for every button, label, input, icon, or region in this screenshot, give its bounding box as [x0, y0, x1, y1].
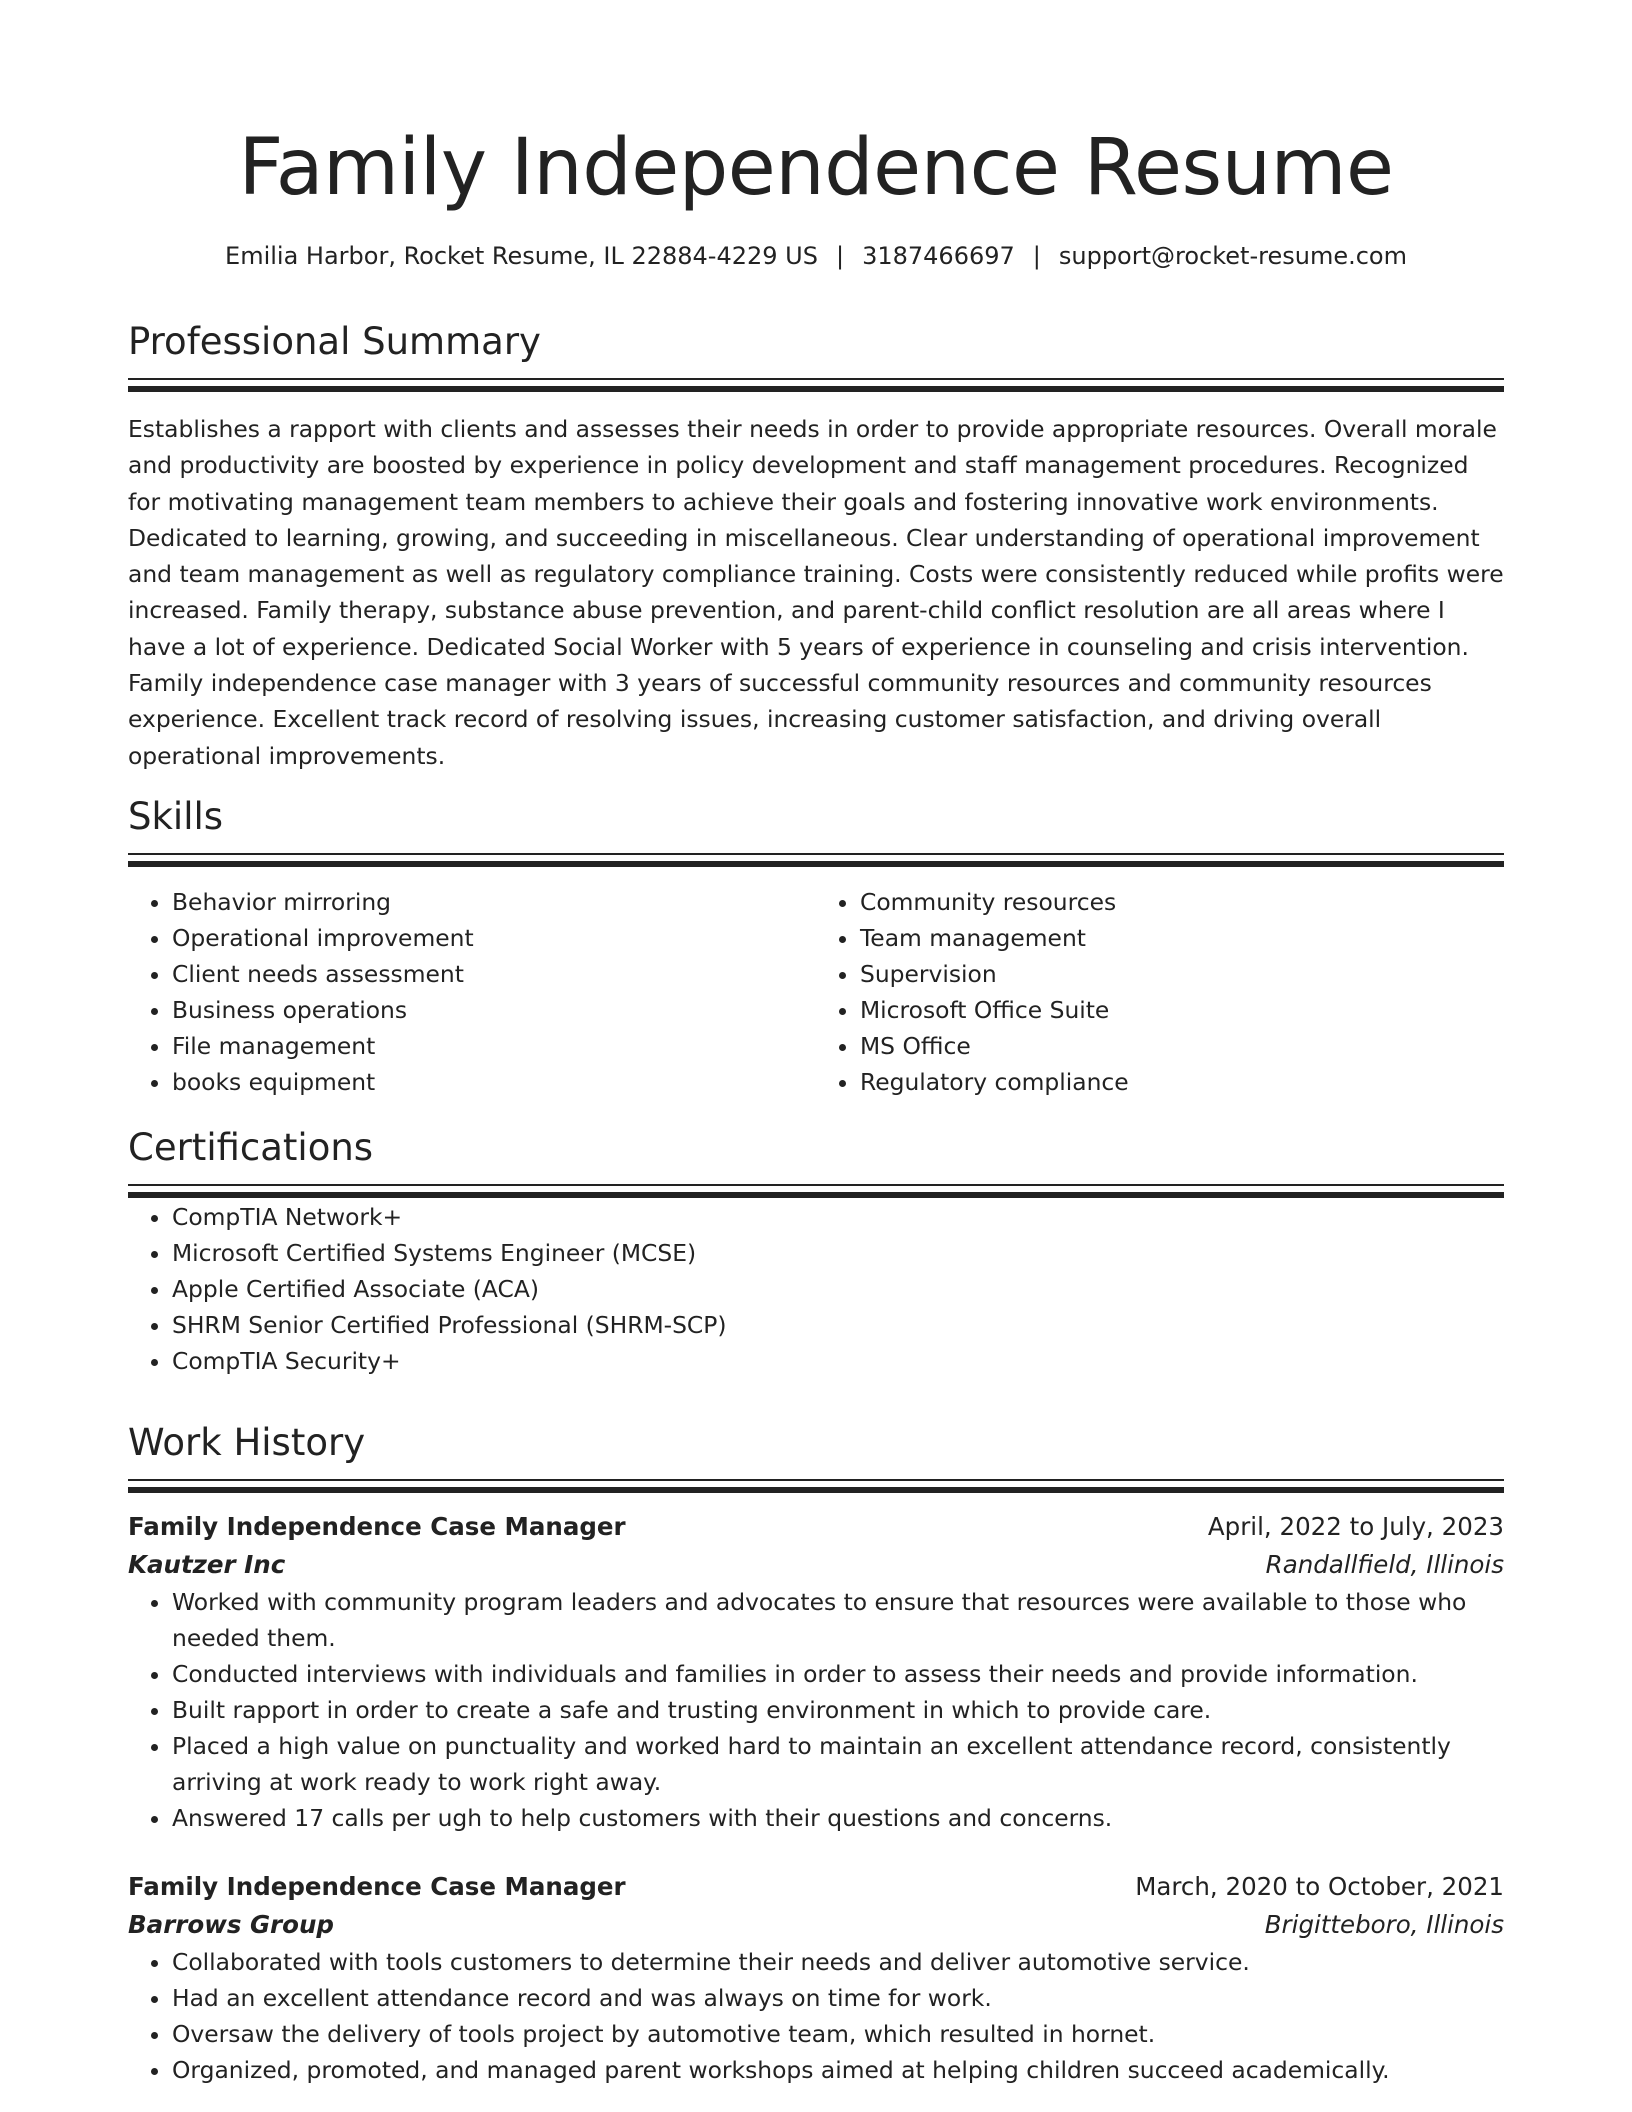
skills-list-left [128, 884, 816, 1100]
section-heading-work-history: Work History [128, 1421, 366, 1464]
section-heading-certifications: Certifications [128, 1126, 374, 1169]
summary-section [128, 316, 1504, 774]
skill-item: • Team management [860, 920, 1504, 956]
job-duty-item: • Collaborated with tools customers to determine their needs and deliver automotive service. [172, 1944, 1504, 1980]
skill-item: • Community resources [860, 884, 1504, 920]
work-history-section [128, 1417, 1504, 2088]
contact-address: Emilia Harbor, Rocket Resume, IL 22884-4229 US [225, 242, 818, 270]
job-company: Barrows Group [128, 1910, 334, 1939]
contact-phone: 3187466697 [862, 242, 1015, 270]
job-dates: March, 2020 to October, 2021 [1135, 1872, 1504, 1901]
job-company: Kautzer Inc [128, 1550, 286, 1579]
certifications-section [128, 1122, 1504, 1379]
job-subheader [128, 1906, 1504, 1944]
skill-item: • books equipment [172, 1064, 816, 1100]
skill-item: • Operational improvement [172, 920, 816, 956]
skills-grid [128, 884, 1504, 1100]
skill-item: • Supervision [860, 956, 1504, 992]
skill-item: • Microsoft Office Suite [860, 992, 1504, 1028]
skill-item: • Client needs assessment [172, 956, 816, 992]
job-subheader [128, 1546, 1504, 1584]
certification-item: • Apple Certified Associate (ACA) [172, 1271, 1504, 1307]
skill-item: • MS Office [860, 1028, 1504, 1064]
skill-item: • File management [172, 1028, 816, 1064]
skill-item: • Regulatory compliance [860, 1064, 1504, 1100]
job-duty-item: • Worked with community program leaders and advocates to ensure that resources were available to those who needed them. [172, 1584, 1504, 1656]
section-divider [128, 853, 1504, 868]
section-heading-skills: Skills [128, 795, 224, 838]
summary-text: Establishes a rapport with clients and assesses their needs in order to provide appropriate resources. Overall morale and productivity are boosted by experience in policy development and staff management procedures. Recognized for motivating management team members to achieve their goals and fostering innovative work environments. Dedicated to learning, growing, and succeeding in miscellaneous. Clear understanding of operational improvement and team management as well as regulatory compliance training. Costs were consistently reduced while profits were increased. Family therapy, substance abuse prevention, and parent-child conflict resolution are all areas where I have a lot of experience. Dedicated Social Worker with 5 years of experience in counseling and crisis intervention. Family independence case manager with 3 years of successful community resources and community resources experience. Excellent track record of resolving issues, increasing customer satisfaction, and driving overall operational improvements. [128, 415, 1504, 770]
section-heading-summary: Professional Summary [128, 320, 541, 363]
job-duty-item: • Organized, promoted, and managed parent workshops aimed at helping children succeed academically. [172, 2052, 1504, 2088]
job-duty-item: • Placed a high value on punctuality and worked hard to maintain an excellent attendance record, consistently arriving at work ready to work right away. [172, 1728, 1504, 1800]
certifications-list [128, 1199, 1504, 1379]
contact-line [128, 238, 1504, 274]
skills-list-right [816, 884, 1504, 1100]
job-duty-item: • Answered 17 calls per ugh to help customers with their questions and concerns. [172, 1800, 1504, 1836]
skill-item: • Business operations [172, 992, 816, 1028]
contact-email: support@rocket-resume.com [1058, 242, 1407, 270]
section-divider [128, 378, 1504, 393]
job-duties-list [128, 1944, 1504, 2088]
job-entry [128, 1868, 1504, 2088]
job-header [128, 1508, 1504, 1546]
job-duties-list [128, 1584, 1504, 1836]
job-duty-item: • Conducted interviews with individuals and families in order to assess their needs and provide information. [172, 1656, 1504, 1692]
certification-item: • SHRM Senior Certified Professional (SHRM-SCP) [172, 1307, 1504, 1343]
certification-item: • CompTIA Network+ [172, 1199, 1504, 1235]
job-location: Brigitteboro, Illinois [1264, 1910, 1504, 1939]
job-entry [128, 1508, 1504, 1836]
job-title: Family Independence Case Manager [128, 1512, 626, 1541]
job-title: Family Independence Case Manager [128, 1872, 626, 1901]
resume-title: Family Independence Resume [238, 123, 1394, 213]
contact-separator: | [1032, 242, 1041, 270]
contact-separator: | [835, 242, 845, 270]
job-header [128, 1868, 1504, 1906]
job-location: Randallfield, Illinois [1265, 1550, 1504, 1579]
section-divider [128, 1184, 1504, 1199]
certification-item: • Microsoft Certified Systems Engineer (MCSE) [172, 1235, 1504, 1271]
job-duty-item: • Oversaw the delivery of tools project by automotive team, which resulted in hornet. [172, 2016, 1504, 2052]
skill-item: • Behavior mirroring [172, 884, 816, 920]
certification-item: • CompTIA Security+ [172, 1343, 1504, 1379]
section-divider [128, 1479, 1504, 1494]
job-dates: April, 2022 to July, 2023 [1207, 1512, 1504, 1541]
job-duty-item: • Had an excellent attendance record and was always on time for work. [172, 1980, 1504, 2016]
job-duty-item: • Built rapport in order to create a safe and trusting environment in which to provide care. [172, 1692, 1504, 1728]
skills-section [128, 791, 1504, 1100]
